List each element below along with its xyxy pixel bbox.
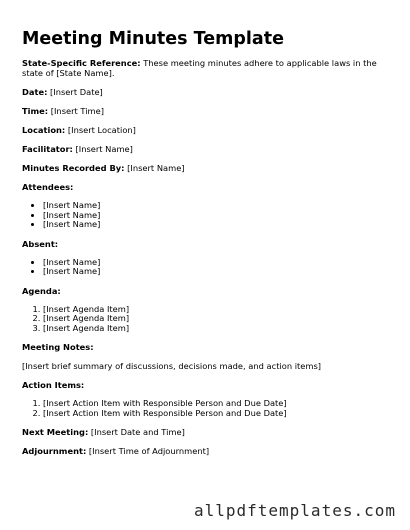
location-field (22, 125, 388, 135)
facilitator-field (22, 144, 388, 154)
date-field (22, 87, 388, 97)
state-reference-label: State-Specific Reference: (22, 58, 141, 68)
attendees-heading: Attendees: (22, 182, 74, 192)
time-label: Time: (22, 106, 49, 116)
actions-list (43, 399, 388, 418)
list-item: • [Insert Name] (43, 211, 388, 221)
list-item: 3. [Insert Agenda Item] (43, 324, 388, 334)
location-label: Location: (22, 125, 66, 135)
next-meeting-label: Next Meeting: (22, 427, 89, 437)
time-field (22, 106, 388, 116)
absent-list (43, 258, 388, 277)
facilitator-value: [Insert Name] (72, 144, 133, 154)
list-item: • [Insert Name] (43, 258, 388, 268)
absent-heading: Absent: (22, 238, 59, 249)
state-reference (22, 58, 388, 78)
state-reference-text: These meeting minutes adhere to applicable laws in the state of [State Name]. (22, 58, 377, 78)
facilitator-label: Facilitator: (22, 144, 73, 154)
actions-heading: Action Items: (22, 380, 85, 390)
list-item: 2. [Insert Action Item with Responsible Person and Due Date] (43, 409, 388, 419)
list-item: 1. [Insert Agenda Item] (43, 305, 388, 315)
location-value: [Insert Location] (65, 125, 136, 135)
next-meeting-field (22, 427, 388, 437)
adjournment-value: [Insert Time of Adjournment] (86, 446, 210, 456)
notes-text: [Insert brief summary of discussions, decisions made, and action items] (22, 361, 322, 371)
recorder-label: Minutes Recorded By: (22, 163, 125, 173)
list-item: 2. [Insert Agenda Item] (43, 314, 388, 324)
date-label: Date: (22, 87, 48, 97)
agenda-heading: Agenda: (22, 285, 61, 296)
adjournment-field (22, 446, 388, 456)
attendees-list (43, 201, 388, 230)
recorder-value: [Insert Name] (124, 163, 185, 173)
list-item: • [Insert Name] (43, 267, 388, 277)
agenda-list (43, 305, 388, 334)
adjournment-label: Adjournment: (22, 446, 87, 456)
date-value: [Insert Date] (47, 87, 103, 97)
watermark: allpdftemplates.com (193, 501, 396, 520)
list-item: 1. [Insert Action Item with Responsible Person and Due Date] (43, 399, 388, 409)
list-item: • [Insert Name] (43, 220, 388, 230)
list-item: • [Insert Name] (43, 201, 388, 211)
recorder-field (22, 163, 388, 173)
page-title: Meeting Minutes Template (22, 29, 284, 49)
next-meeting-value: [Insert Date and Time] (88, 427, 185, 437)
time-value: [Insert Time] (48, 106, 104, 116)
notes-heading: Meeting Notes: (22, 342, 94, 352)
